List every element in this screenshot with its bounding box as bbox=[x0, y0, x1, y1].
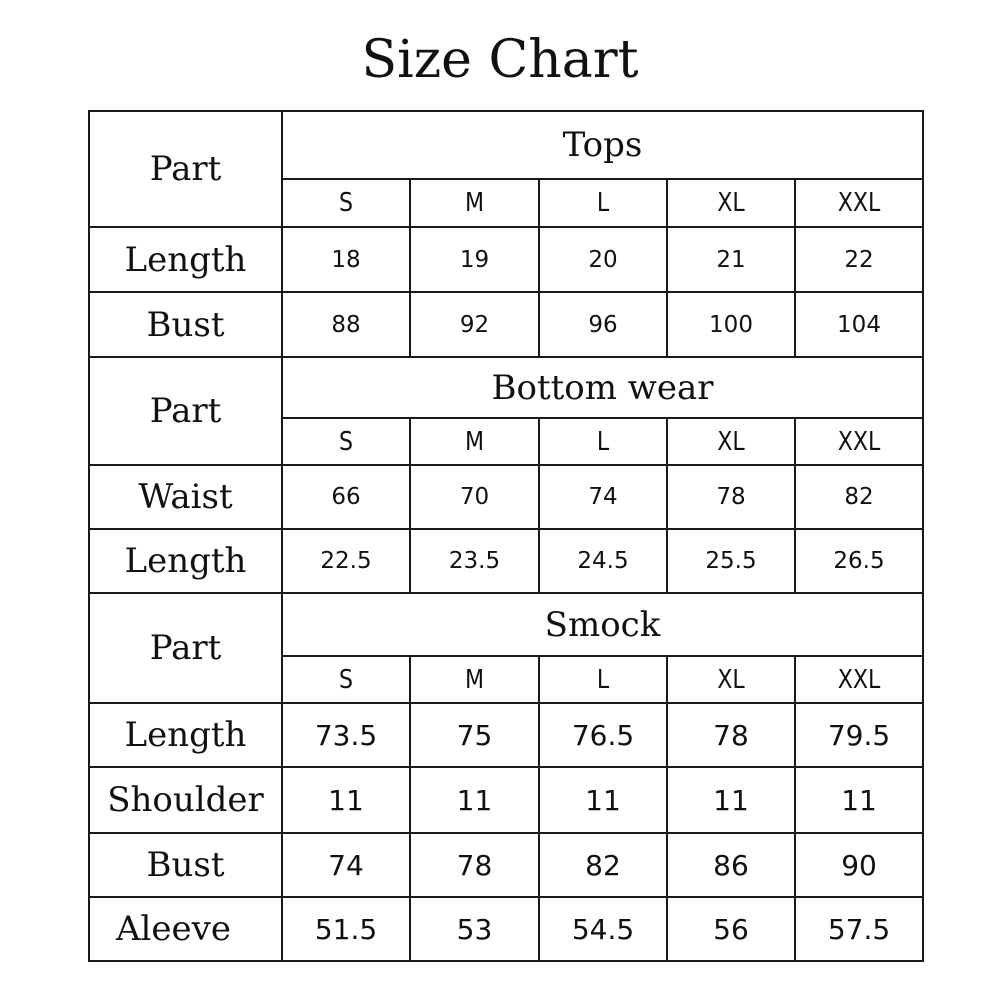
row-label: Length bbox=[89, 529, 282, 593]
table-cell: 104 bbox=[795, 292, 923, 357]
table-cell: 96 bbox=[539, 292, 667, 357]
table-cell: 26.5 bbox=[795, 529, 923, 593]
table-cell: 51.5 bbox=[282, 897, 410, 961]
table-cell: 78 bbox=[667, 703, 795, 767]
row-label: Bust bbox=[89, 833, 282, 897]
table-cell: 74 bbox=[282, 833, 410, 897]
table-cell: 56 bbox=[667, 897, 795, 961]
table-cell: 53 bbox=[410, 897, 539, 961]
section-title-bottom-wear: Bottom wear bbox=[282, 357, 923, 418]
table-cell: 11 bbox=[667, 767, 795, 833]
table-cell: 82 bbox=[795, 465, 923, 529]
part-label: Part bbox=[89, 357, 282, 465]
row-label: Waist bbox=[89, 465, 282, 529]
table-cell: 18 bbox=[282, 227, 410, 292]
table-row bbox=[89, 767, 923, 833]
table-cell: 57.5 bbox=[795, 897, 923, 961]
size-label: M bbox=[420, 656, 530, 703]
table-cell: 25.5 bbox=[667, 529, 795, 593]
table-cell: 70 bbox=[410, 465, 539, 529]
table-row bbox=[89, 703, 923, 767]
page-title: Size Chart bbox=[361, 30, 639, 90]
table-cell: 92 bbox=[410, 292, 539, 357]
table-row bbox=[89, 833, 923, 897]
size-label: XXL bbox=[805, 656, 914, 703]
size-label: M bbox=[420, 418, 530, 465]
section-header-row bbox=[89, 111, 923, 179]
size-chart-table bbox=[88, 110, 924, 962]
row-label: Length bbox=[89, 227, 282, 292]
table-cell: 74 bbox=[539, 465, 667, 529]
row-label: Length bbox=[89, 703, 282, 767]
table-cell: 79.5 bbox=[795, 703, 923, 767]
size-label: S bbox=[292, 418, 401, 465]
table-cell: 20 bbox=[539, 227, 667, 292]
size-label: XXL bbox=[805, 179, 914, 227]
size-label: S bbox=[292, 179, 401, 227]
size-label: XXL bbox=[805, 418, 914, 465]
table-cell: 11 bbox=[539, 767, 667, 833]
table-cell: 19 bbox=[410, 227, 539, 292]
section-title-tops: Tops bbox=[282, 111, 923, 179]
table-cell: 66 bbox=[282, 465, 410, 529]
table-cell: 73.5 bbox=[282, 703, 410, 767]
row-label: Bust bbox=[89, 292, 282, 357]
part-label: Part bbox=[89, 593, 282, 703]
table-cell: 78 bbox=[410, 833, 539, 897]
table-cell: 24.5 bbox=[539, 529, 667, 593]
table-cell: 11 bbox=[282, 767, 410, 833]
table-cell: 78 bbox=[667, 465, 795, 529]
table-cell: 75 bbox=[410, 703, 539, 767]
table-cell: 76.5 bbox=[539, 703, 667, 767]
size-label: XL bbox=[677, 179, 786, 227]
section-title-smock: Smock bbox=[282, 593, 923, 656]
size-label: XL bbox=[677, 418, 786, 465]
table-cell: 23.5 bbox=[410, 529, 539, 593]
size-label: L bbox=[549, 656, 658, 703]
table-cell: 11 bbox=[410, 767, 539, 833]
table-cell: 54.5 bbox=[539, 897, 667, 961]
table-row bbox=[89, 465, 923, 529]
table-cell: 21 bbox=[667, 227, 795, 292]
row-label: Aleeve bbox=[89, 897, 282, 961]
table-row bbox=[89, 529, 923, 593]
size-label: L bbox=[549, 418, 658, 465]
section-header-row bbox=[89, 593, 923, 656]
table-cell: 22 bbox=[795, 227, 923, 292]
row-label: Shoulder bbox=[89, 767, 282, 833]
table-cell: 22.5 bbox=[282, 529, 410, 593]
table-cell: 86 bbox=[667, 833, 795, 897]
section-header-row bbox=[89, 357, 923, 418]
table-row bbox=[89, 292, 923, 357]
table-cell: 11 bbox=[795, 767, 923, 833]
size-label: M bbox=[420, 179, 530, 227]
table-cell: 90 bbox=[795, 833, 923, 897]
table-row bbox=[89, 897, 923, 961]
size-label: XL bbox=[677, 656, 786, 703]
table-cell: 100 bbox=[667, 292, 795, 357]
table-cell: 88 bbox=[282, 292, 410, 357]
part-label: Part bbox=[89, 111, 282, 227]
table-row bbox=[89, 227, 923, 292]
size-label: L bbox=[549, 179, 658, 227]
table-cell: 82 bbox=[539, 833, 667, 897]
size-label: S bbox=[292, 656, 401, 703]
